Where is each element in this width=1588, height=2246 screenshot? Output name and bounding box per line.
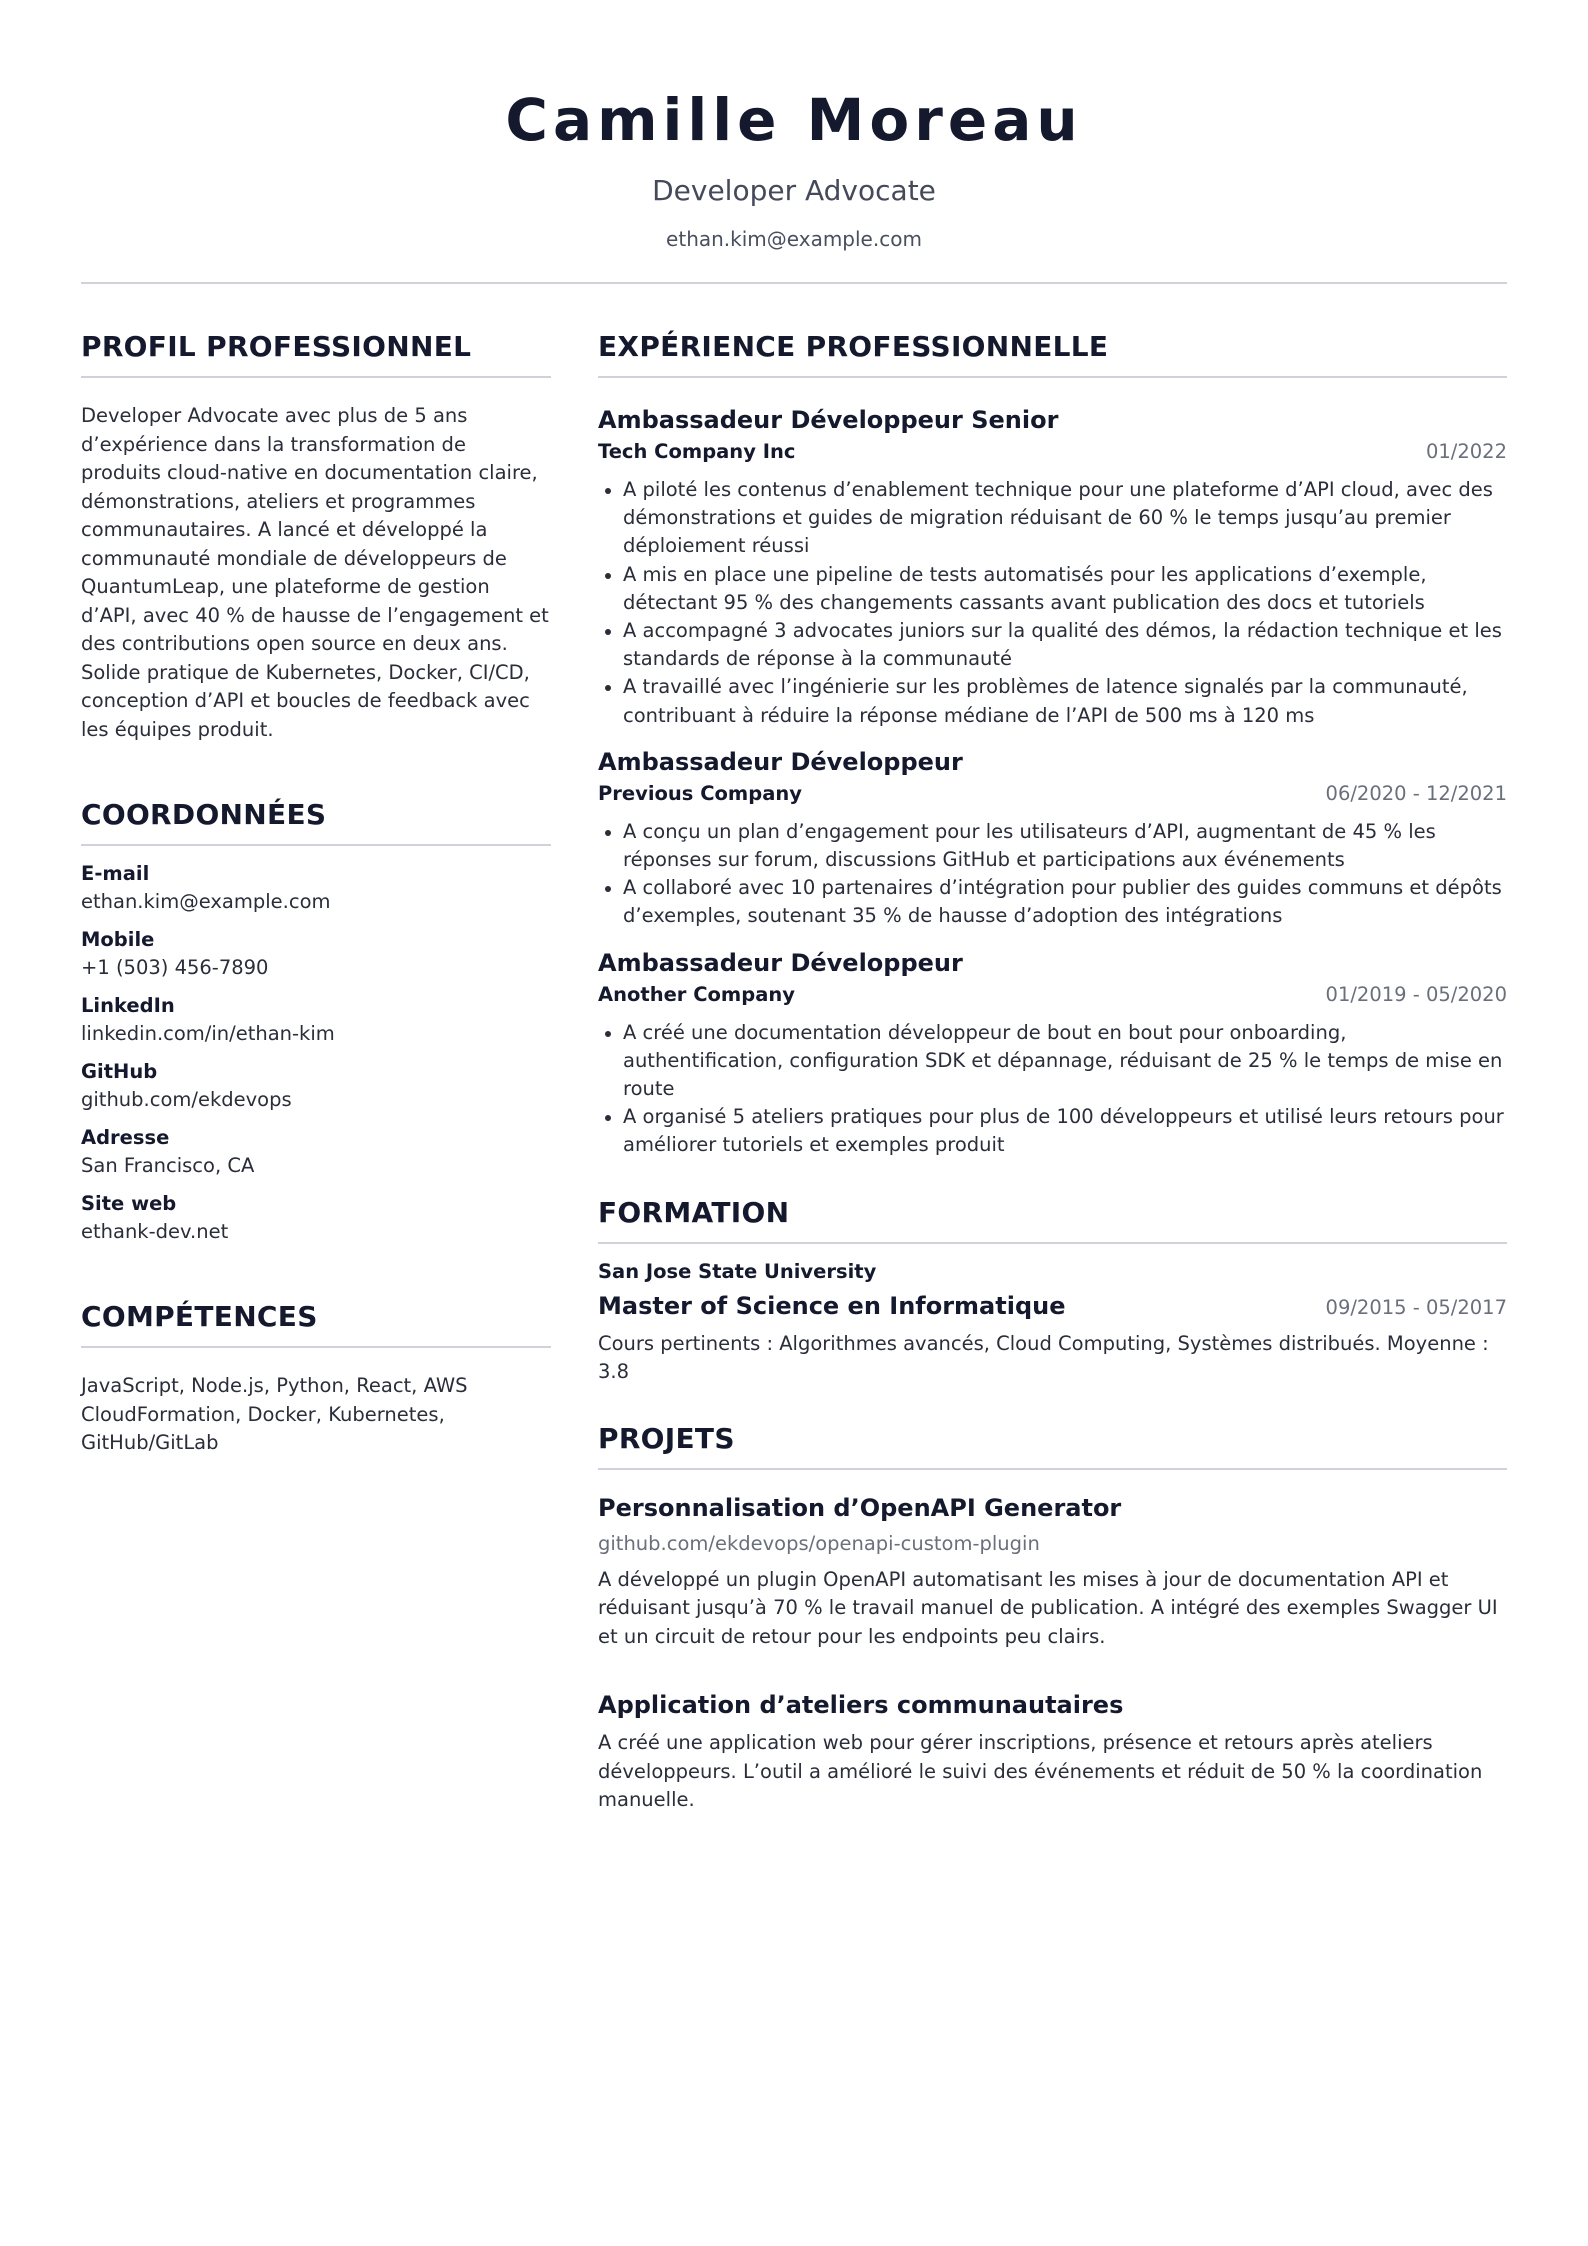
contact-label: LinkedIn: [81, 994, 175, 1017]
job-company: Previous Company: [598, 781, 802, 805]
education-row: [598, 1290, 1507, 1322]
bullet-item: [598, 476, 1507, 561]
contact-item-mobile: [81, 926, 551, 982]
job-title: Ambassadeur Développeur Senior: [598, 406, 1059, 434]
section-divider: [81, 376, 551, 378]
job-bullets: [598, 476, 1507, 730]
bullet-text: A collaboré avec 10 partenaires d’intégration pour publier des guides communs et dépôts d’exemples, soutenant 35 % de hausse d’adoption des intégrations: [623, 876, 1502, 928]
candidate-title: Developer Advocate: [652, 174, 936, 207]
education-section: [598, 1194, 1507, 1386]
job-bullets: [598, 818, 1507, 931]
section-divider: [81, 844, 551, 846]
section-title-contact: COORDONNÉES: [81, 798, 327, 831]
job-meta: [598, 438, 1507, 466]
skills-text: JavaScript, Node.js, Python, React, AWS CloudFormation, Docker, Kubernetes, GitHub/GitLab: [81, 1374, 468, 1454]
header-email: ethan.kim@example.com: [666, 227, 922, 251]
bullet-dot: [605, 1031, 611, 1037]
job-title: Ambassadeur Développeur: [598, 948, 963, 977]
project-description: A développé un plugin OpenAPI automatisant les mises à jour de documentation API et réduisant jusqu’à 70 % le travail manuel de publication. A intégré des exemples Swagger UI et un circuit de retour pour les endpoints peu clairs.: [598, 1567, 1498, 1648]
education-date: 09/2015 - 05/2017: [1325, 1295, 1507, 1319]
contact-list: [81, 860, 551, 1246]
resume-header: [81, 0, 1507, 252]
project-entry: [598, 1689, 1507, 1815]
bullet-item: [598, 561, 1507, 617]
job-meta: [598, 981, 1507, 1009]
contact-item-github: [81, 1058, 551, 1114]
project-title: Personnalisation d’OpenAPI Generator: [598, 1493, 1122, 1522]
bullet-text: A mis en place une pipeline de tests automatisés pour les applications d’exemple, détectant 95 % des changements cassants avant publication des docs et tutoriels: [623, 562, 1427, 614]
job-company: Tech Company Inc: [598, 440, 796, 463]
header-divider: [81, 282, 1507, 284]
job-company: Another Company: [598, 982, 795, 1006]
contact-item-website: [81, 1190, 551, 1246]
skills-section: [81, 1298, 551, 1458]
section-divider: [598, 1468, 1507, 1470]
profile-section: [81, 328, 551, 744]
project-title: Application d’ateliers communautaires: [598, 1691, 1124, 1720]
section-title-profile: PROFIL PROFESSIONNEL: [81, 330, 472, 363]
experience-section: [598, 328, 1507, 1160]
bullet-text: A créé une documentation développeur de bout en bout pour onboarding, authentification, configuration SDK et dépannage, réduisant de 25 % le temps de mise en route: [623, 1020, 1503, 1101]
contact-label: E-mail: [81, 862, 150, 885]
right-column: [598, 328, 1507, 1815]
bullet-dot: [605, 886, 611, 892]
bullet-text: A travaillé avec l’ingénierie sur les problèmes de latence signalés par la communauté, contribuant à réduire la réponse médiane de l’API de 500 ms à 120 ms: [623, 675, 1468, 727]
section-divider: [598, 376, 1507, 378]
bullet-item: [598, 617, 1507, 673]
contact-value: +1 (503) 456-7890: [81, 956, 269, 979]
education-degree: Master of Science en Informatique: [598, 1291, 1066, 1320]
job-title: Ambassadeur Développeur: [598, 747, 963, 776]
education-courses: Cours pertinents : Algorithmes avancés, Cloud Computing, Systèmes distribués. Moyenne : 3.8: [598, 1331, 1489, 1383]
contact-label: Mobile: [81, 928, 155, 951]
section-divider: [81, 1346, 551, 1348]
bullet-text: A conçu un plan d’engagement pour les utilisateurs d’API, augmentant de 45 % les réponses sur forum, discussions GitHub et participations aux événements: [623, 819, 1436, 872]
bullet-item: [598, 1103, 1507, 1159]
contact-item-email: [81, 860, 551, 916]
contact-value[interactable]: linkedin.com/in/ethan-kim: [81, 1022, 335, 1045]
job-date: 06/2020 - 12/2021: [1325, 781, 1507, 805]
contact-value[interactable]: ethan.kim@example.com: [81, 890, 331, 913]
bullet-item: [598, 818, 1507, 874]
section-title-skills: COMPÉTENCES: [81, 1300, 318, 1333]
section-title-projects: PROJETS: [598, 1421, 735, 1455]
job-entry: [598, 947, 1507, 1160]
bullet-text: A accompagné 3 advocates juniors sur la qualité des démos, la rédaction technique et les standards de réponse à la communauté: [623, 619, 1502, 671]
contact-value[interactable]: ethank-dev.net: [81, 1220, 229, 1243]
bullet-item: [598, 874, 1507, 930]
left-column: [81, 328, 551, 1815]
bullet-dot: [605, 1115, 611, 1121]
contact-section: [81, 796, 551, 1246]
job-date: 01/2022: [1425, 440, 1507, 463]
bullet-dot: [605, 830, 611, 836]
education-school: San Jose State University: [598, 1259, 877, 1283]
projects-section: [598, 1420, 1507, 1815]
contact-item-linkedin: [81, 992, 551, 1048]
profile-text: Developer Advocate avec plus de 5 ans d’expérience dans la transformation de produits cloud-native en documentation claire, démonstrations, ateliers et programmes communautaires. A lancé et développé la communauté mondiale de développeurs de QuantumLeap, une plateforme de gestion d’API, avec 40 % de hausse de l’engagement et des contributions open source en deux ans. Solide pratique de Kubernetes, Docker, CI/CD, conception d’API et boucles de feedback avec les équipes produit.: [81, 404, 549, 741]
contact-value[interactable]: github.com/ekdevops: [81, 1088, 292, 1111]
job-meta: [598, 780, 1507, 808]
job-bullets: [598, 1019, 1507, 1160]
project-link[interactable]: github.com/ekdevops/openapi-custom-plugin: [598, 1531, 1040, 1555]
contact-label: GitHub: [81, 1060, 158, 1083]
candidate-name: Camille Moreau: [505, 86, 1083, 154]
section-title-experience: EXPÉRIENCE PROFESSIONNELLE: [598, 330, 1109, 363]
contact-label: Site web: [81, 1192, 177, 1215]
bullet-item: [598, 1019, 1507, 1104]
section-divider: [598, 1242, 1507, 1244]
contact-value: San Francisco, CA: [81, 1154, 255, 1177]
section-title-education: FORMATION: [598, 1195, 790, 1229]
project-entry: [598, 1492, 1507, 1652]
bullet-item: [598, 673, 1507, 729]
content-columns: [81, 328, 1507, 1815]
project-description: A créé une application web pour gérer inscriptions, présence et retours après ateliers développeurs. L’outil a amélioré le suivi des événements et réduit de 50 % la coordination manuelle.: [598, 1731, 1483, 1812]
bullet-dot: [605, 573, 611, 579]
bullet-dot: [605, 685, 611, 691]
contact-label: Adresse: [81, 1126, 170, 1149]
contact-item-address: [81, 1124, 551, 1180]
bullet-dot: [605, 488, 611, 494]
bullet-text: A piloté les contenus d’enablement technique pour une plateforme d’API cloud, avec des démonstrations et guides de migration réduisant de 60 % le temps jusqu’au premier déploiement réussi: [623, 478, 1493, 558]
bullet-text: A organisé 5 ateliers pratiques pour plus de 100 développeurs et utilisé leurs retours pour améliorer tutoriels et exemples produit: [623, 1105, 1504, 1157]
job-entry: [598, 404, 1507, 730]
job-entry: [598, 746, 1507, 931]
job-date: 01/2019 - 05/2020: [1325, 982, 1507, 1006]
bullet-dot: [605, 629, 611, 635]
